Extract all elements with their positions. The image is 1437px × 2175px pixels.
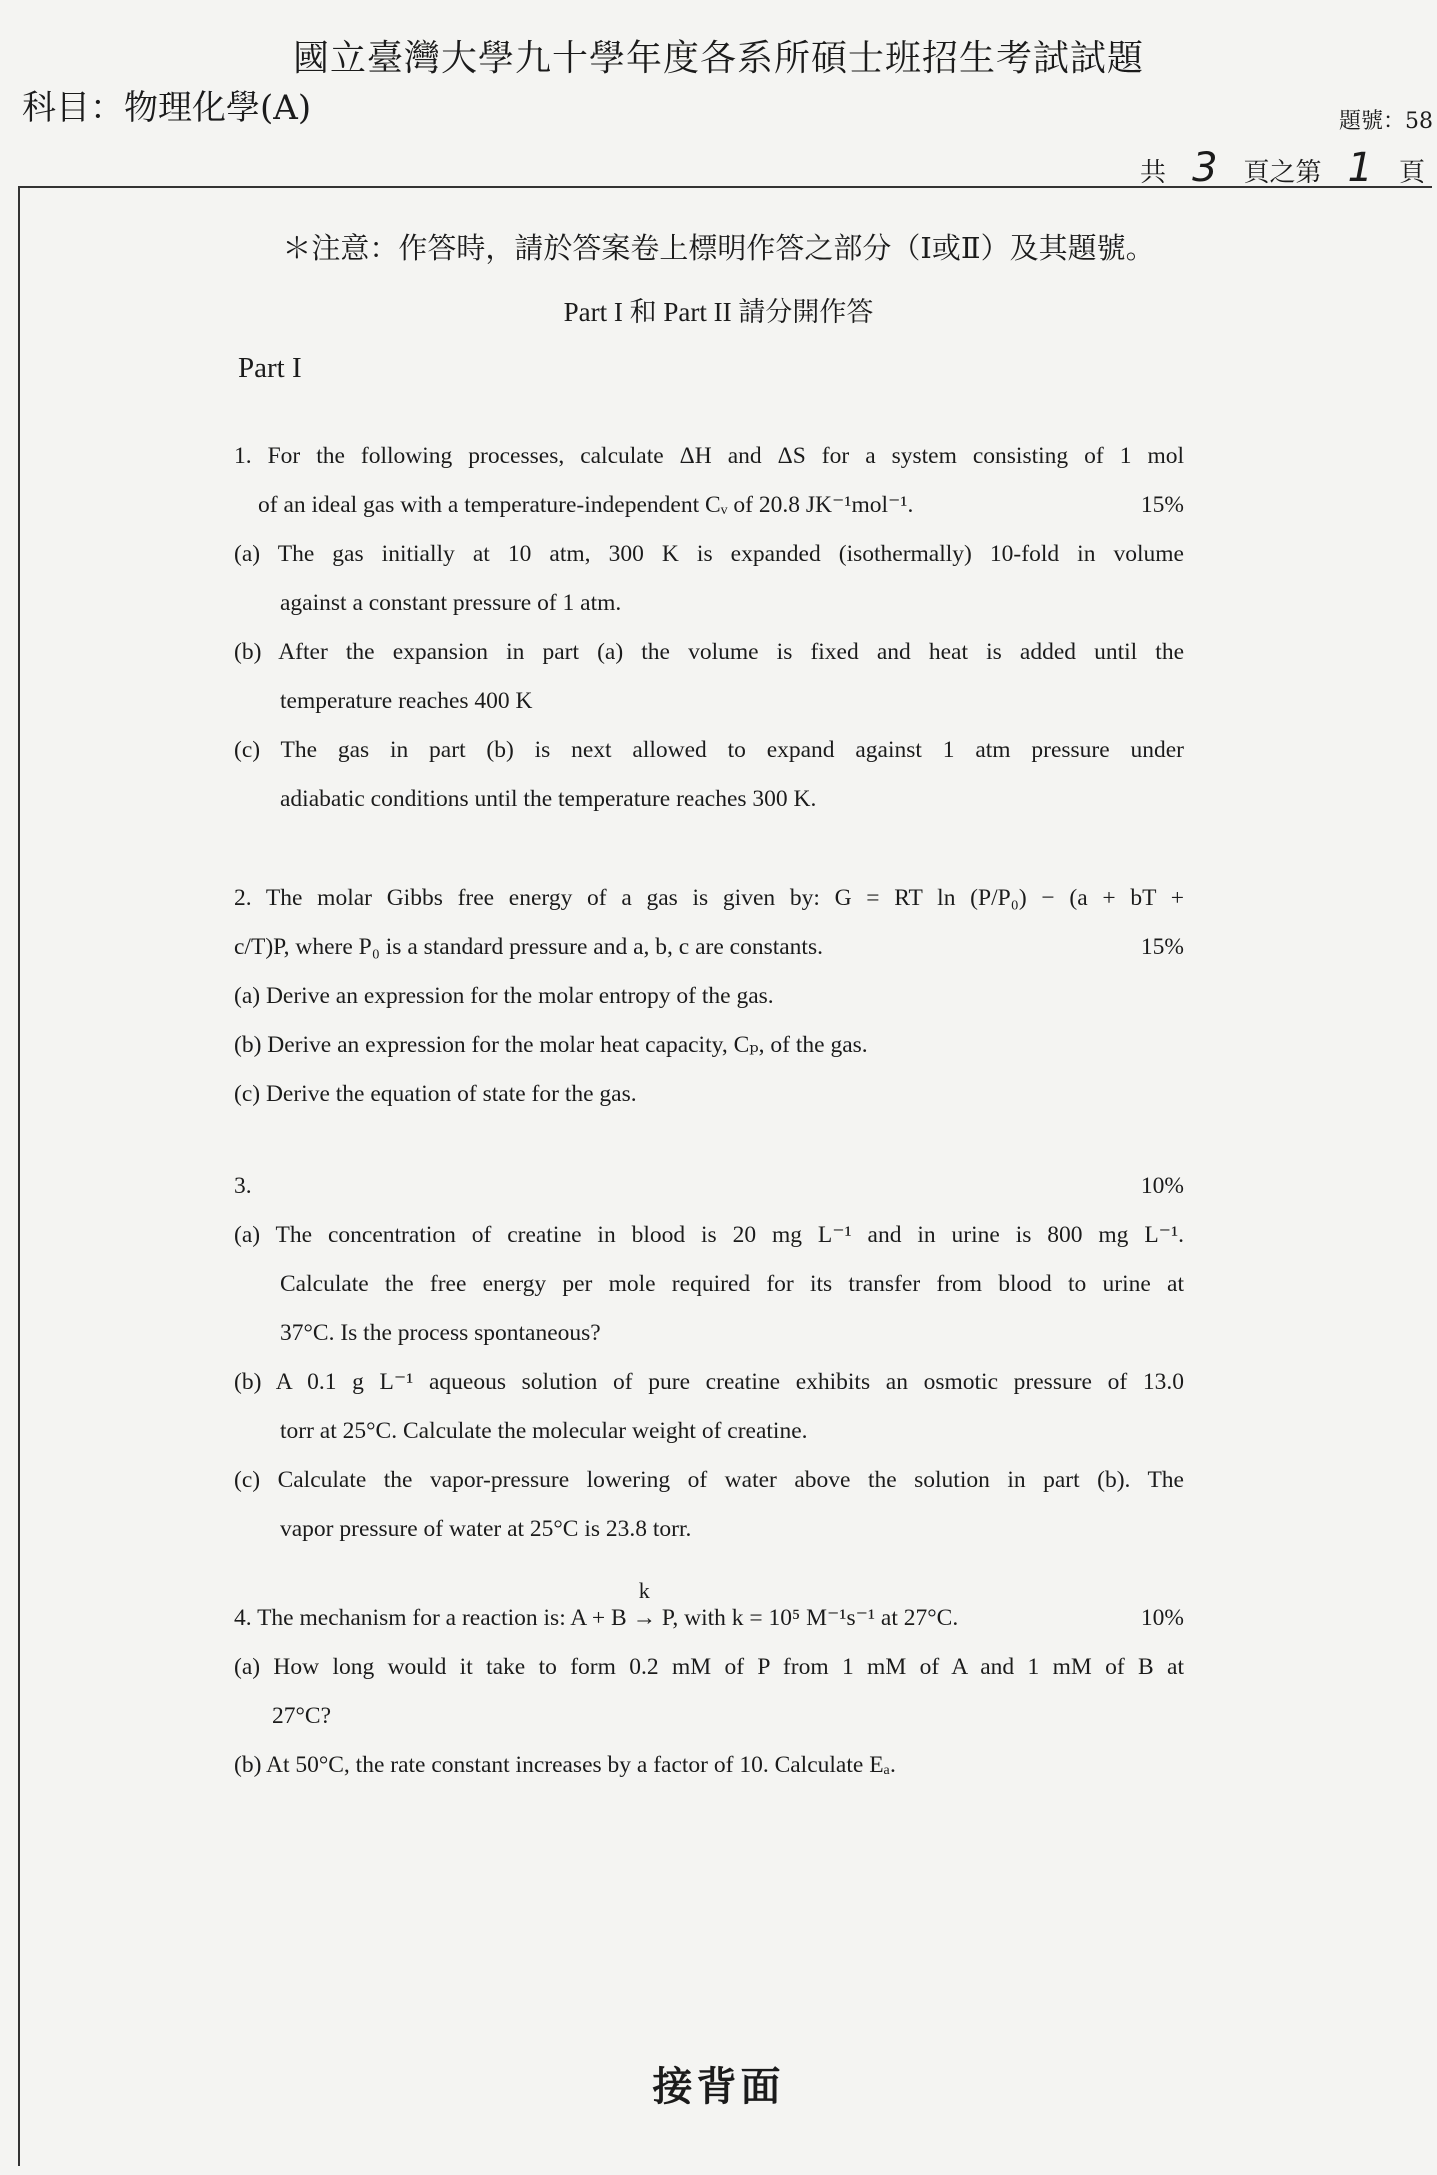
- subject-label: 科目：物理化學(A): [22, 88, 312, 128]
- q1-a-line1: (a) The gas initially at 10 atm, 300 K is expanded (isothermally) 10-fold in volume: [234, 541, 1184, 567]
- q1-line2-row: [234, 481, 1184, 530]
- pages-suffix: 頁: [1398, 158, 1425, 188]
- q2-line1: 2. The molar Gibbs free energy of a gas is given by: G = RT ln (P/P₀) − (a + bT +: [234, 885, 1184, 911]
- q3-a-line1: (a) The concentration of creatine in blood is 20 mg L⁻¹ and in urine is 800 mg L⁻¹.: [234, 1222, 1184, 1248]
- q1-c-line2: adiabatic conditions until the temperature reaches 300 K.: [280, 786, 817, 812]
- q3-a-line3: 37°C. Is the process spontaneous?: [280, 1320, 601, 1346]
- q4-b: (b) At 50°C, the rate constant increases by a factor of 10. Calculate Eₐ.: [234, 1752, 896, 1778]
- q4-line1: [234, 1578, 959, 1643]
- q1-b-line1: (b) After the expansion in part (a) the volume is fixed and heat is added until the: [234, 639, 1184, 665]
- pages-prefix: 共: [1140, 158, 1167, 188]
- q3-header-row: [234, 1162, 1184, 1211]
- q4-line1-row: [234, 1578, 1184, 1643]
- part-label: Part I: [238, 352, 302, 384]
- q2-line2-row: [234, 923, 1184, 972]
- page-indicator: [1140, 145, 1425, 191]
- q1-line2: of an ideal gas with a temperature-independent Cᵥ of 20.8 JK⁻¹mol⁻¹.: [258, 492, 914, 518]
- q3-b-line2: torr at 25°C. Calculate the molecular weight of creatine.: [280, 1418, 808, 1444]
- q4-pre: 4. The mechanism for a reaction is: A + B: [234, 1605, 627, 1631]
- q1-b-line2: temperature reaches 400 K: [280, 688, 533, 714]
- pages-total: 3: [1192, 145, 1218, 191]
- q2-b: (b) Derive an expression for the molar heat capacity, Cₚ, of the gas.: [234, 1032, 868, 1058]
- q4-a-line1: (a) How long would it take to form 0.2 mM of P from 1 mM of A and 1 mM of B at: [234, 1654, 1184, 1680]
- q2-line2: c/T)P, where P₀ is a standard pressure and a, b, c are constants.: [234, 934, 823, 960]
- q3-a-line2: Calculate the free energy per mole required for its transfer from blood to urine at: [280, 1271, 1184, 1297]
- q4-a-line2: 27°C?: [272, 1703, 332, 1729]
- q1-a-line2: against a constant pressure of 1 atm.: [280, 590, 622, 616]
- rate-constant-label: k: [638, 1578, 650, 1603]
- q3-c-line1: (c) Calculate the vapor-pressure lowering of water above the solution in part (b). The: [234, 1467, 1184, 1493]
- reaction-arrow: [632, 1578, 657, 1643]
- q3-b-line1: (b) A 0.1 g L⁻¹ aqueous solution of pure creatine exhibits an osmotic pressure of 13.0: [234, 1369, 1184, 1395]
- question-1: [234, 432, 1184, 824]
- question-number: 題號：58: [1339, 109, 1433, 134]
- q1-points: 15%: [1140, 492, 1184, 518]
- q2-a: (a) Derive an expression for the molar entropy of the gas.: [234, 983, 774, 1009]
- notice-subline: Part I 和 Part II 請分開作答: [563, 297, 874, 327]
- q4-points: 10%: [1140, 1605, 1184, 1631]
- q3-c-line2: vapor pressure of water at 25°C is 23.8 torr.: [280, 1516, 692, 1542]
- notice-line: ＊注意：作答時，請於答案卷上標明作答之部分（Ⅰ或Ⅱ）及其題號。: [282, 231, 1155, 265]
- question-4: [234, 1578, 1184, 1790]
- q1-c-line1: (c) The gas in part (b) is next allowed to expand against 1 atm pressure under: [234, 737, 1184, 763]
- pages-current: 1: [1347, 145, 1373, 191]
- question-3: [234, 1162, 1184, 1554]
- q1-line1: 1. For the following processes, calculate ΔH and ΔS for a system consisting of 1 mol: [234, 443, 1184, 469]
- exam-title: 國立臺灣大學九十學年度各系所碩士班招生考試試題: [292, 38, 1144, 79]
- q4-post: P, with k = 10⁵ M⁻¹s⁻¹ at 27°C.: [661, 1605, 959, 1631]
- pages-middle: 頁之第: [1243, 158, 1322, 188]
- q3-number: 3.: [234, 1173, 252, 1199]
- continue-on-back: 接背面: [652, 2063, 785, 2110]
- q2-c: (c) Derive the equation of state for the gas.: [234, 1081, 637, 1107]
- arrow-icon: →: [632, 1605, 657, 1631]
- q3-points: 10%: [1140, 1173, 1184, 1199]
- q2-points: 15%: [1140, 934, 1184, 960]
- question-2: [234, 874, 1184, 1119]
